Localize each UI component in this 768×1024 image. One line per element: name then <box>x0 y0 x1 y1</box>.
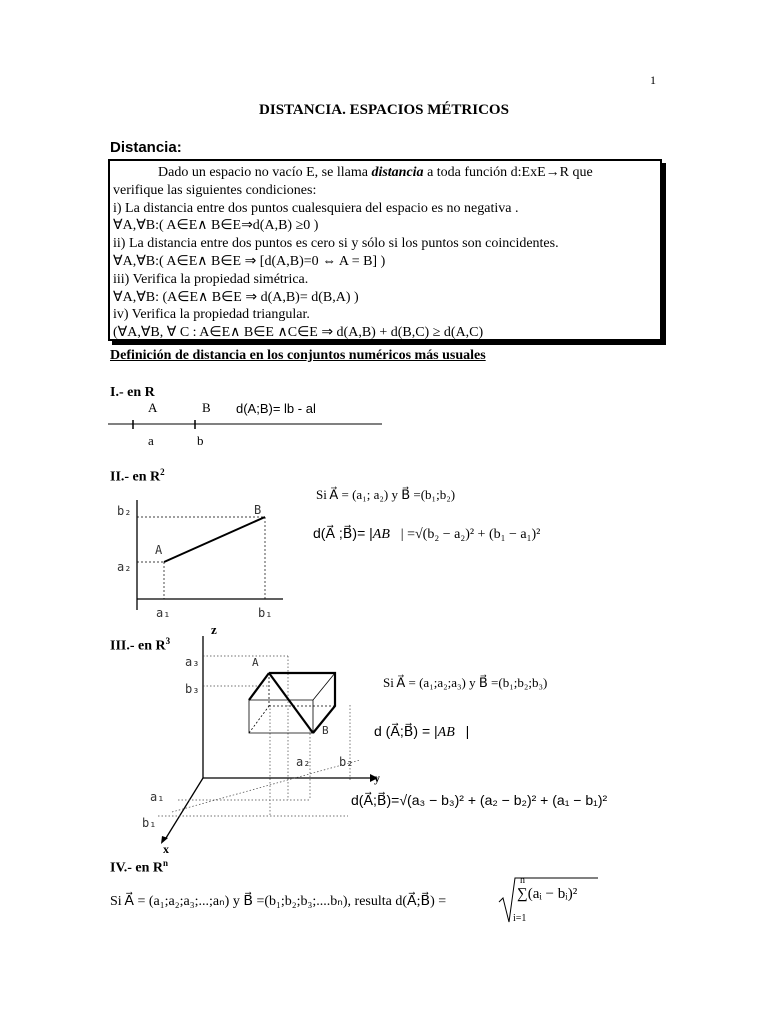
point-label-B-3d: B <box>322 724 329 737</box>
definition-line-8: ∀A,∀B: (A∈E∧ B∈E ⇒ d(A,B)= d(B,A) ) <box>113 289 359 305</box>
segment-AB-3d <box>269 673 313 733</box>
axis-label-y: y <box>374 771 380 785</box>
sum-upper-limit: n <box>520 875 525 886</box>
heading-exponent: 3 <box>165 636 171 646</box>
page-number: 1 <box>650 73 656 87</box>
formula-part: d(A⃗ ;B⃗)= | <box>313 525 373 541</box>
point-label-A: A <box>148 400 158 415</box>
coordinate-label-a: a <box>148 433 154 448</box>
axis-label-a1-3d: a₁ <box>150 790 165 804</box>
formula-part: | <box>465 723 470 739</box>
distance-formula-r3: d(A⃗;B⃗)=√(a₃ − b₃)² + (a₂ − b₂)² + (a₁ − b₁)² <box>351 792 608 808</box>
x-axis-3d <box>166 778 203 838</box>
vectors-definition-r2: Si A⃗ = (a₁; a₂) y B⃗ =(b₁;b₂) <box>316 487 456 502</box>
axis-label-b2: b₂ <box>117 504 132 518</box>
usual-sets-heading: Definición de distancia en los conjuntos numéricos más usuales <box>110 348 486 363</box>
coordinate-label-b: b <box>197 433 204 448</box>
axis-label-b1: b₁ <box>258 606 273 620</box>
definition-text: Dado un espacio no vacío E, se llama <box>158 165 372 180</box>
distance-formula-r3-abs <box>374 723 469 741</box>
heading-text: III.- en R <box>110 638 166 654</box>
formula-part: d (A⃗;B⃗) = | <box>374 723 438 739</box>
definition-line-9: iv) Verifica la propiedad triangular. <box>113 307 310 323</box>
number-line-diagram <box>108 420 382 429</box>
axis-label-a3: a₃ <box>185 655 200 669</box>
axis-label-b2-3d: b₂ <box>339 755 354 769</box>
formula-vector: AB⃗ <box>437 725 466 740</box>
definition-line-7: iii) Verifica la propiedad simétrica. <box>113 271 309 287</box>
sum-lower-limit: i=1 <box>513 913 527 924</box>
definition-text: a toda función d:ExE→R que <box>423 165 593 180</box>
distance-formula-r: d(A;B)= lb - al <box>236 401 316 416</box>
section-heading-rn <box>110 858 168 877</box>
point-label-B-2d: B <box>254 503 262 517</box>
axis-label-b1-3d: b₁ <box>142 816 157 830</box>
heading-exponent: n <box>163 858 169 868</box>
section-heading-distancia: Distancia: <box>110 139 182 156</box>
definition-line-3: i) La distancia entre dos puntos cualesquiera del espacio es no negativa . <box>113 200 519 216</box>
point-label-B: B <box>202 400 211 415</box>
vectors-definition-r3: Si A⃗ = (a₁;a₂;a₃) y B⃗ =(b₁;b₂;b₃) <box>383 675 548 690</box>
formula-vector: AB⃗ <box>372 527 401 542</box>
formula-part: | =√(b₂ − a₂)² + (b₁ − a₁)² <box>400 527 541 542</box>
axis-label-x: x <box>163 842 169 856</box>
vectors-definition-rn: Si A⃗ = (a₁;a₂;a₃;...;aₙ) y B⃗ =(b₁;b₂;b₃;....bₙ), resulta d(A⃗;B⃗) = <box>110 894 447 909</box>
heading-text: II.- en R <box>110 469 161 485</box>
point-label-A-2d: A <box>155 543 163 557</box>
axis-label-a1: a₁ <box>156 606 171 620</box>
section-heading-r3 <box>110 636 170 655</box>
heading-text: IV.- en R <box>110 860 164 876</box>
document-title: DISTANCIA. ESPACIOS MÉTRICOS <box>259 102 509 118</box>
axis-label-a2-3d: a₂ <box>296 755 311 769</box>
section-heading-r: I.- en R <box>110 385 155 400</box>
point-label-A-3d: A <box>252 656 259 669</box>
axis-label-a2: a₂ <box>117 560 132 574</box>
section-heading-r2 <box>110 467 165 486</box>
definition-line-5: ii) La distancia entre dos puntos es cero si y sólo si los puntos son coincidentes. <box>113 236 559 252</box>
definition-line-2: verifique las siguientes condiciones: <box>113 182 317 198</box>
definition-term: distancia <box>371 165 424 180</box>
heading-exponent: 2 <box>160 467 165 477</box>
sum-expression: ∑(aᵢ − bᵢ)² <box>517 886 578 902</box>
axis-label-b3: b₃ <box>185 682 200 696</box>
segment-AB <box>164 517 265 562</box>
definition-line-4: ∀A,∀B:( A∈E∧ B∈E⇒d(A,B) ≥0 ) <box>113 218 319 234</box>
distance-formula-r2 <box>313 525 540 543</box>
axis-label-z: z <box>211 622 217 637</box>
definition-line-6: ∀A,∀B:( A∈E∧ B∈E ⇒ [d(A,B)=0 ⇔ A = B] ) <box>113 253 386 269</box>
definition-line-10: (∀A,∀B, ∀ C : A∈E∧ B∈E ∧C∈E ⇒ d(A,B) + d(B,C) ≥ d(A,C) <box>113 325 484 341</box>
